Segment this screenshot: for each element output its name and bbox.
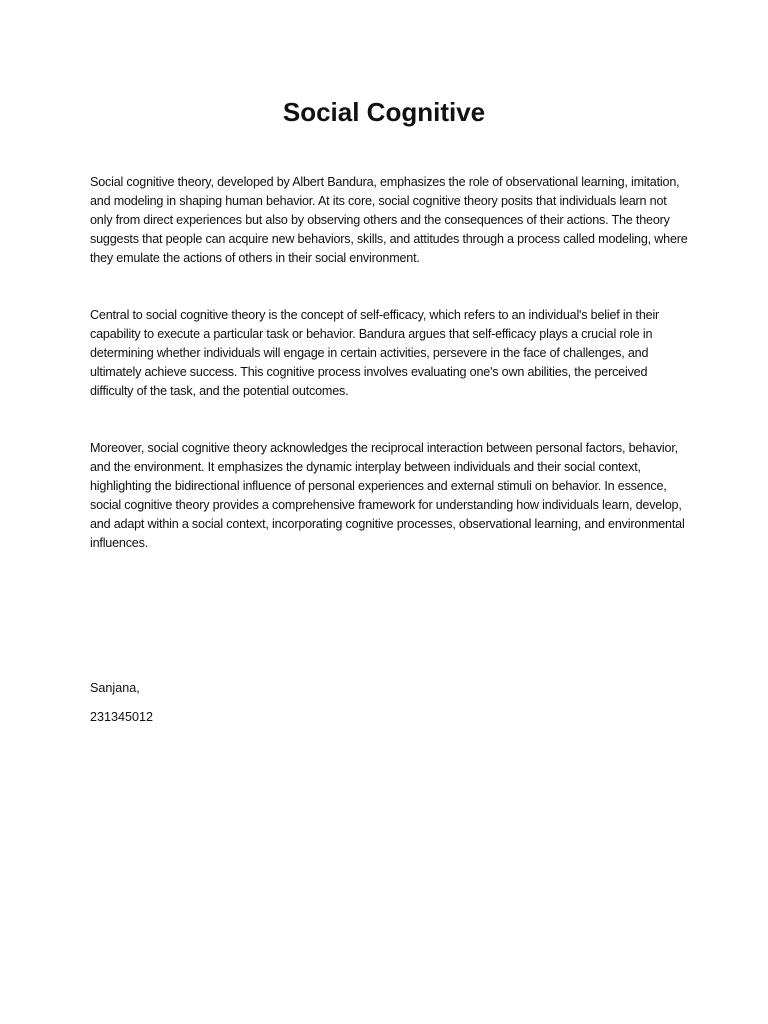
signature-name: Sanjana, — [90, 681, 140, 695]
paragraph-observational-learning: Social cognitive theory, developed by Albert Bandura, emphasizes the role of observational learning, imitation, and modeling in shaping human behavior. At its core, social cognitive theory posits that individuals learn not only from direct experiences but also by observing others and the consequences of their actions. The theory suggests that people can acquire new behaviors, skills, and attitudes through a process called modeling, where they emulate the actions of others in their social environment. — [90, 175, 688, 265]
paragraph-self-efficacy: Central to social cognitive theory is the concept of self-efficacy, which refers to an individual's belief in their capability to execute a particular task or behavior. Bandura argues that self-efficacy plays a crucial role in determining whether individuals will engage in certain activities, persevere in the face of challenges, and ultimately achieve success. This cognitive process involves evaluating one's own abilities, the perceived difficulty of the task, and the potential outcomes. — [90, 308, 660, 398]
signature-id: 231345012 — [90, 710, 154, 724]
document-title: Social Cognitive — [282, 97, 486, 127]
paragraph-reciprocal-interaction: Moreover, social cognitive theory acknowledges the reciprocal interaction between personal factors, behavior, and the environment. It emphasizes the dynamic interplay between individuals and their social context, highlighting the bidirectional influence of personal experiences and external stimuli on behavior. In essence, social cognitive theory provides a comprehensive framework for understanding how individuals learn, develop, and adapt within a social context, incorporating cognitive processes, observational learning, and environmental influences. — [90, 441, 685, 550]
